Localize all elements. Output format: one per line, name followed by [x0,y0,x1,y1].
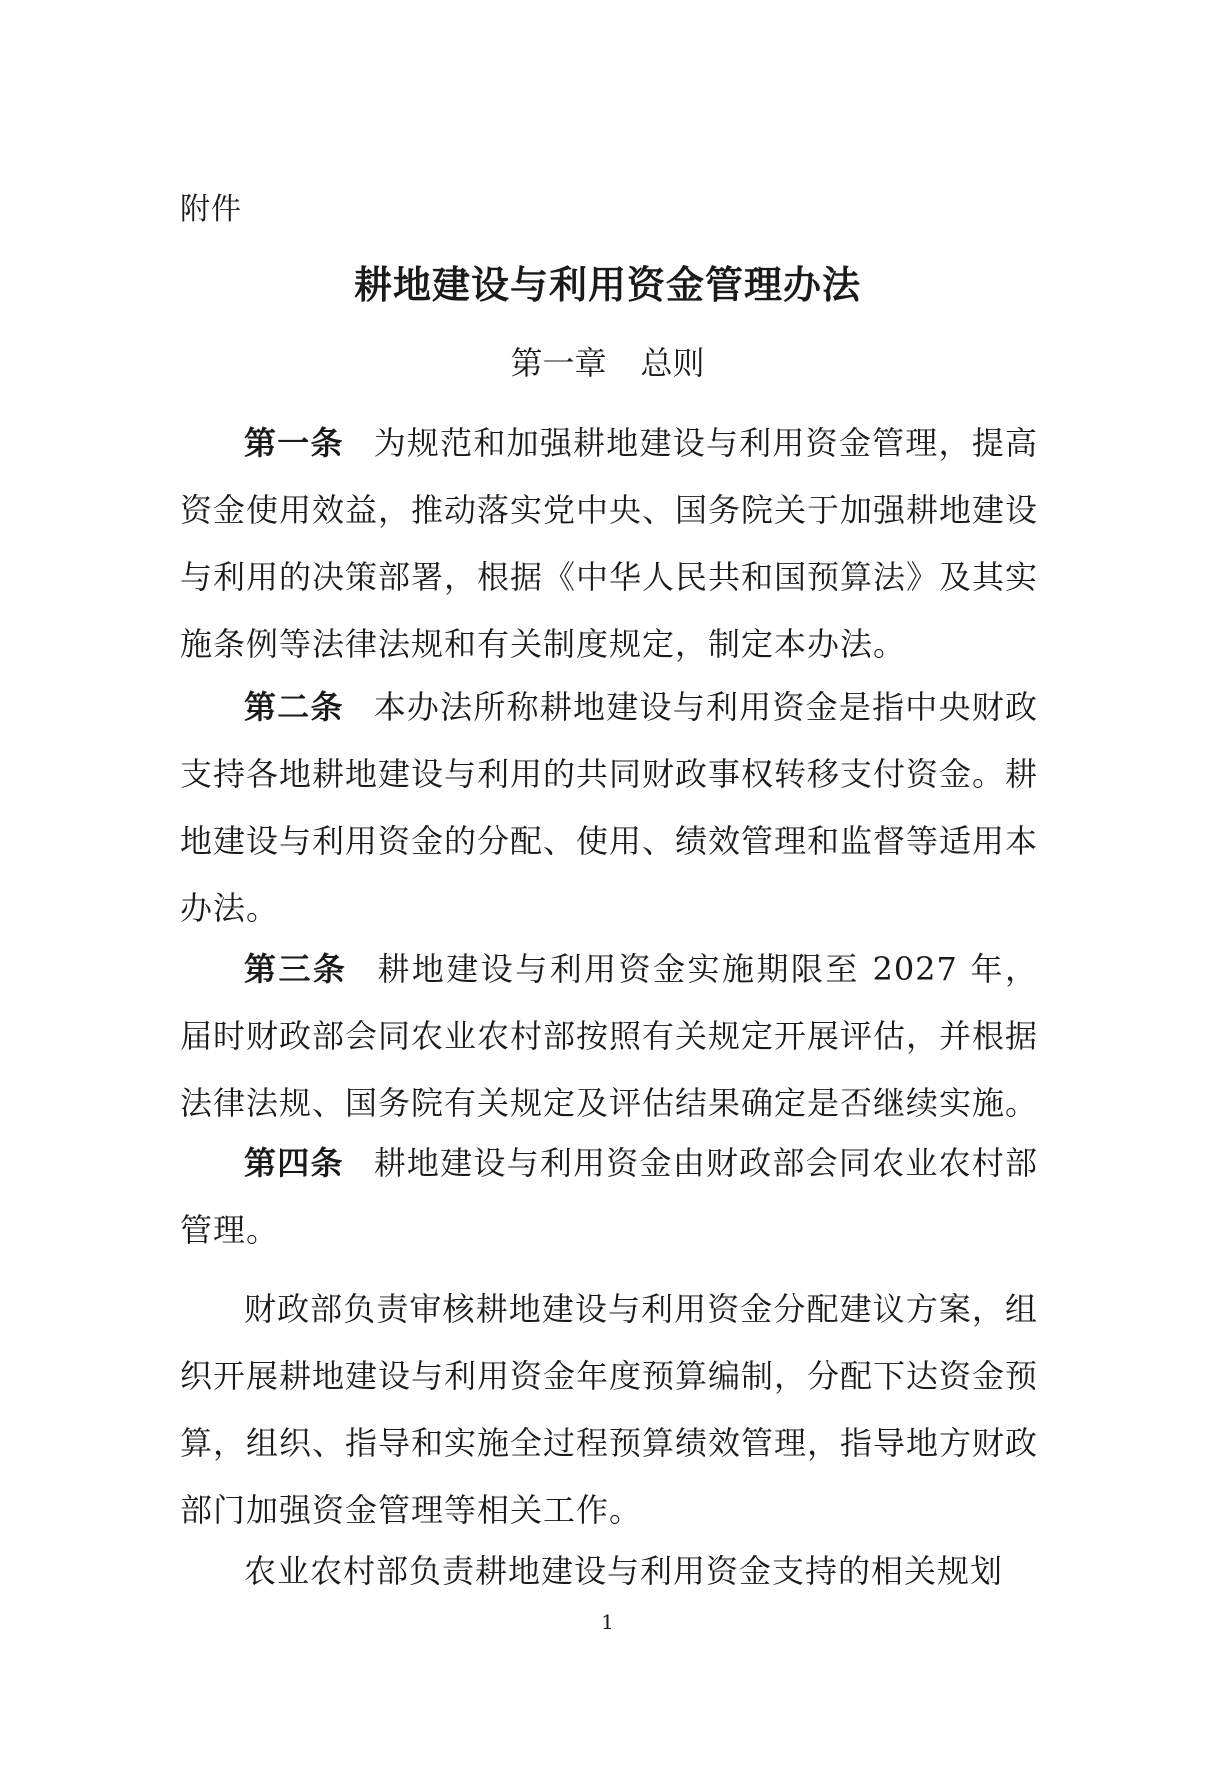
paragraph-text: 农业农村部负责耕地建设与利用资金支持的相关规划 [244,1552,1004,1590]
article-label: 第二条 [244,688,344,726]
paragraph-agriculture-ministry [180,1538,1038,1605]
chapter-name: 总则 [640,344,705,382]
document-title: 耕地建设与利用资金管理办法 [353,262,861,307]
attachment-label: 附件 [180,192,242,227]
article-label: 第一条 [244,424,344,462]
article-2 [180,674,1038,942]
article-3 [180,936,1038,1137]
article-label: 第四条 [244,1144,344,1182]
article-text: 为规范和加强耕地建设与利用资金管理，提高资金使用效益，推动落实党中央、国务院关于加强耕地建设与利用的决策部署，根据《中华人民共和国预算法》及其实施条例等法律法规和有关制度规定，制定本办法。 [180,424,1039,663]
page-number: 1 [601,1610,614,1634]
article-text: 耕地建设与利用资金实施期限至 2027 年，届时财政部会同农业农村部按照有关规定开展评估，并根据法律法规、国务院有关规定及评估结果确定是否继续实施。 [180,950,1039,1122]
article-1 [180,410,1038,678]
article-4 [180,1130,1038,1264]
article-text: 耕地建设与利用资金由财政部会同农业农村部管理。 [180,1144,1038,1249]
article-text: 本办法所称耕地建设与利用资金是指中央财政支持各地耕地建设与利用的共同财政事权转移支付资金。耕地建设与利用资金的分配、使用、绩效管理和监督等适用本办法。 [180,688,1039,927]
chapter-number: 第一章 [510,344,607,382]
article-label: 第三条 [244,950,348,988]
chapter-heading [0,338,1215,384]
paragraph-text: 财政部负责审核耕地建设与利用资金分配建议方案，组织开展耕地建设与利用资金年度预算编制，分配下达资金预算，组织、指导和实施全过程预算绩效管理，指导地方财政部门加强资金管理等相关工作。 [180,1290,1039,1529]
paragraph-finance-ministry [180,1276,1038,1544]
